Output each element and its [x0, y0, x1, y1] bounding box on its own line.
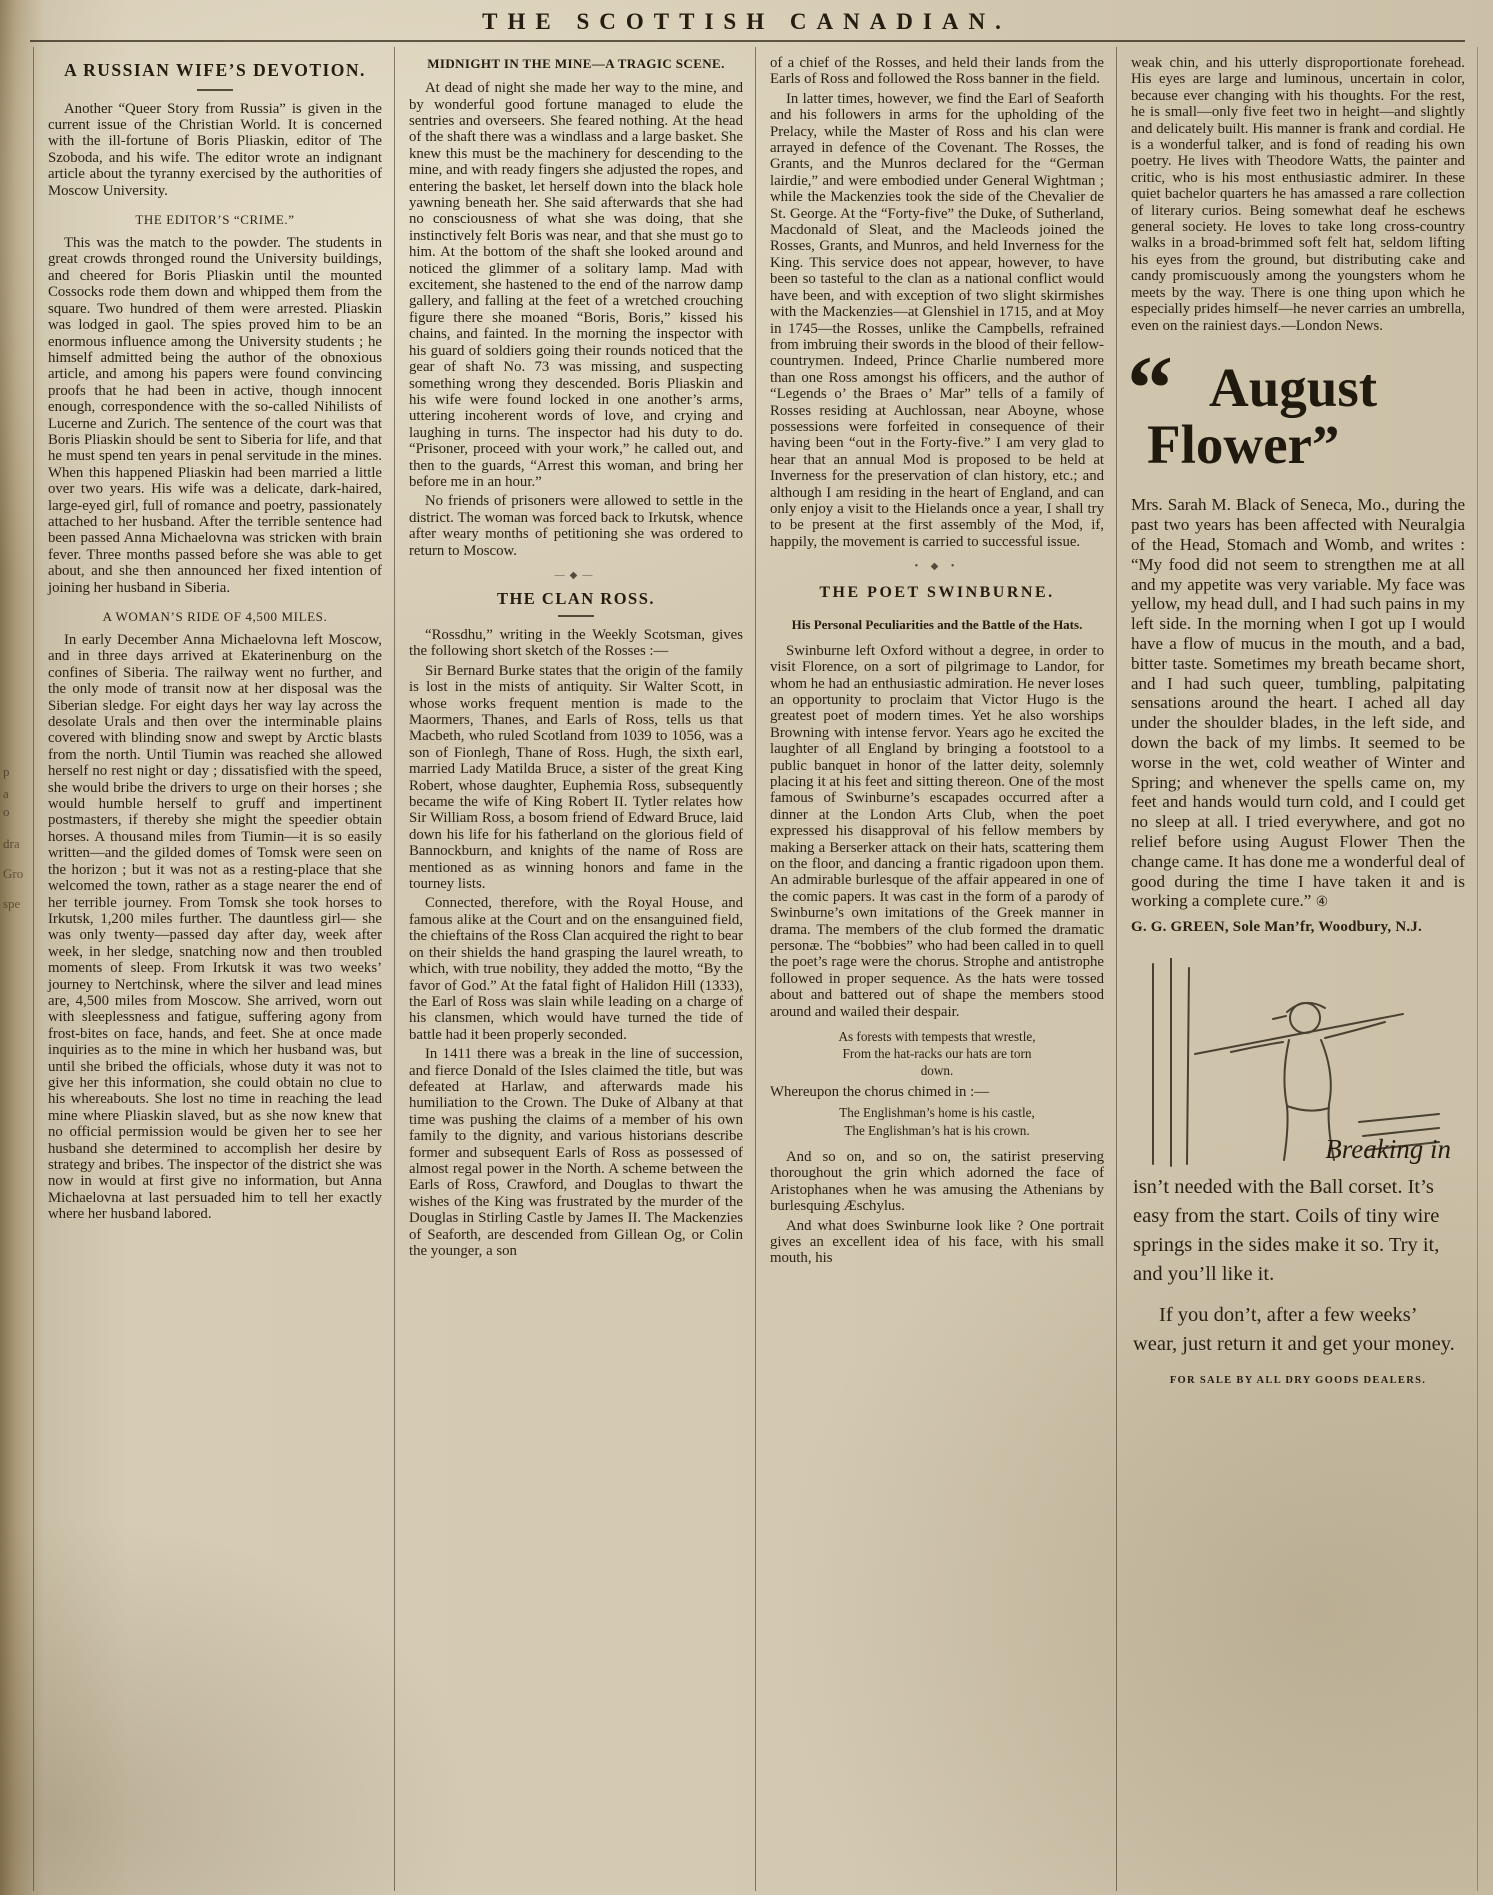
ad-copy: isn’t needed with the Ball corset. It’s easy from the start. Coils of tiny wire springs in the sides make it so. Try it, and you’ll like it. — [1133, 1176, 1440, 1286]
edge-fragment: Gro — [3, 866, 24, 881]
paragraph: At dead of night she made her way to the mine, and by wonderful good fortune managed to elude the sentries and overseers. She feared nothing. At the head of the shaft there was a windlass and a large basket. She knew this must be the machinery for descending to the mine, and with ready fingers she adjusted the ropes, and entering the basket, let herself down into the black hole yawning beneath her. She said afterwards that she had no consciousness of what she was doing, that she instinctively felt Boris was near, and that she must go to him. At the bottom of the shaft she looked around and noticed the glimmer of a solitary lamp. Mad with excitement, she hastened to the end of the narrow damp gallery, and falling at the feet of a wretched crouching figure there she moaned “Boris, Boris,” kissed his chains, and fainted. In the morning the inspector with his guard of soldiers going their rounds noticed that the gear of shaft No. 73 was missing, and suspecting something wrong they descended. Boris Pliaskin and his wife were found locked in one another’s arms, uttering incoherent words of love, and crying and laughing in turns. The inspector had his duty to do. “Prisoner, proceed with your work,” he called out, and then to the guards, “Arrest this woman, and bring her before me in an hour.” — [409, 80, 743, 490]
paragraph: Sir Bernard Burke states that the origin of the family is lost in the mists of antiquity. Sir Walter Scott, in whose works frequent mention is made to the Maormers, Thanes, and Earls of Ross, tells us that Macbeth, who ruled Scotland from 1039 to 1056, was a son of Fionlegh, Thane of Ross. Hugh, the sixth earl, married Lady Matilda Bruce, a sister of the great King Robert, whose daughter, Euphemia Ross, subsequently became the wife of King Robert II. Tytler relates how Sir William Ross, a bosom friend of Edward Bruce, laid down his life for his fatherland on the glorious field of Bannockburn, and knights of the name of Ross are mentioned as as winning honors and fame in the tourney lists. — [409, 662, 743, 893]
verse-line: The Englishman’s hat is his crown. — [844, 1123, 1030, 1139]
ball-corset-advertisement — [1131, 958, 1465, 1386]
masthead-rule — [30, 40, 1465, 42]
edge-fragment: o — [3, 804, 10, 819]
edge-fragment: p — [3, 764, 10, 779]
paragraph-continued: of a chief of the Rosses, and held their lands from the Earls of Ross and followed the Ross banner in the field. — [770, 55, 1104, 88]
verse-line: The Englishman’s home is his castle, — [839, 1104, 1035, 1120]
ad-testimonial-text: Mrs. Sarah M. Black of Seneca, Mo., during the past two years has been affected with Neuralgia of the Head, Stomach and Womb, and writes : “My food did not seem to strengthen me at all and my appetite was very variable. My face was yellow, my head dull, and I had such pains in my left side. In the morning when I got up I would have a flow of mucus in the mouth, and a bad, bitter taste. Sometimes my breath became short, and I had such queer, tumbling, palpitating sensations around the heart. I ached all day under the shoulder blades, in the left side, and down the back of my limbs. It seemed to be worse in the wet, cold weather of Winter and Spring; and whenever the spells came on, my feet and hands would turn cold, and I could get no sleep at all. I tried everywhere, and got no relief before using August Flower Then the change came. It has done me a wonderful deal of good during the time I have taken it and is working a complete cure.” — [1131, 495, 1465, 911]
article-title: MIDNIGHT IN THE MINE—A TRAGIC SCENE. — [427, 56, 725, 71]
masthead — [0, 0, 1493, 35]
paragraph: Whereupon the chorus chimed in :— — [770, 1083, 990, 1100]
article-poet-swinburne — [770, 584, 1104, 1267]
section-subhead: A WOMAN’S RIDE OF 4,500 MILES. — [102, 609, 328, 624]
paragraph: In early December Anna Michaelovna left Moscow, and in three days arrived at Ekaterinenburg on the confines of Siberia. The railway went no further, and the only mode of transit now at her disposal was the Siberian sledge. For eight days her way lay across the desolate Urals and then over the interminable plains covered with blinding snow and swept by Arctic blasts from the north. Until Tiumin was reached she allowed herself no rest night or day ; dissatisfied with the speed, she would bribe the drivers to urge on their horses ; she would humble herself to gruff and impertinent postmasters, if thereby she might the speedier obtain horses. A thousand miles from Tiumin—it is so easily written—and the gilded domes of Tomsk were seen on the horizon ; but it was not as a resting-place that she welcomed the town, rather as a stage nearer the end of her terrible journey. From Tomsk she took horses to Irkutsk, 1,200 miles further. The dauntless girl— she was only twenty—passed day after day, week after week, in her sledge, snatching now and then troubled moments of sleep. From Irkutsk it was two weeks’ journey to Nertchinsk, where the silver and lead mines are, 4,500 miles from Moscow. She arrived, worn out with sleeplessness and fatigue, suffering agony from frost-bites on face, hands, and feet. She at once made inquiries as to the mine in which her husband was, but until she bribed the officials, whose duty it was not to give her this information, she could obtain no clue to his whereabouts. She lost no time in reaching the lead mine where Pliaskin slaved, but as she now knew that no official permission would be given her to see her husband she determined to accomplish her desire by strategy and bribes. The inspector of the district she was now in would at first give no information, but Anna Michaelovna at last persuaded him to tell her exactly where her husband labored. — [48, 632, 382, 1223]
section-subhead: THE EDITOR’S “CRIME.” — [135, 212, 295, 228]
article-russian-wifes-devotion — [48, 59, 382, 1223]
article-midnight-in-the-mine — [409, 55, 743, 559]
column-1 — [34, 47, 394, 1891]
ad-footer: FOR SALE BY ALL DRY GOODS DEALERS. — [1169, 1375, 1427, 1387]
article-clan-ross — [409, 589, 743, 1259]
edge-fragment: dra — [3, 836, 20, 851]
paragraph: And what does Swinburne look like ? One portrait gives an excellent idea of his face, with his small mouth, his — [770, 1217, 1104, 1267]
paragraph-continued: weak chin, and his utterly disproportionate forehead. His eyes are large and luminous, uncertain in color, because ever changing with his thoughts. For the rest, he is small—only five feet two in height—and slightly and delicately built. His manner is frank and cordial. He is a wonderful talker, and is fond of reading his own poetry. He lives with Theodore Watts, the painter and critic, who is his most enthusiastic admirer. In these quiet bachelor quarters he has amassed a rare collection of literary curios. Being somewhat deaf he eschews general society. He loves to take long cross-country walks in a broad-brimmed soft felt hat, seldom lifting his eyes from the ground, but distributing cake and candy promiscuously among the youngsters whom he meets by the way. There is one thing upon which he especially prides himself—he never carries an umbrella, even on the rainiest days.—London News. — [1131, 55, 1465, 334]
article-title: THE POET SWINBURNE. — [819, 584, 1055, 602]
paragraph: “Rossdhu,” writing in the Weekly Scotsman, gives the following short sketch of the Rosses :— — [409, 626, 743, 660]
ad-testimonial — [1131, 495, 1465, 913]
august-flower-title — [1127, 336, 1465, 476]
verse-line: As forests with tempests that wrestle, — [838, 1029, 1036, 1045]
edge-fragment: a — [3, 786, 9, 801]
article-poet-swinburne-continued — [1131, 55, 1465, 334]
article-title: A RUSSIAN WIFE’S DEVOTION. — [64, 60, 366, 80]
section-ornament: • ◆ • — [914, 561, 960, 573]
newspaper-title: THE SCOTTISH CANADIAN. — [482, 9, 1011, 34]
ad-copy: If you don’t, after a few weeks’ wear, just return it and get your money. — [1133, 1304, 1455, 1356]
paragraph: No friends of prisoners were allowed to settle in the district. The woman was forced back to Irkutsk, whence after weary months of petitioning she was ordered to return to Moscow. — [409, 493, 743, 559]
ad-signature: G. G. GREEN, Sole Man’fr, Woodbury, N.J. — [1131, 919, 1422, 936]
column-2 — [394, 47, 755, 1891]
ad-caption: Breaking in — [1325, 1134, 1451, 1165]
edge-fragment: spe — [3, 896, 21, 911]
paragraph: Swinburne left Oxford without a degree, in order to visit Florence, on a sort of pilgrimage to Landor, for whom he had an enthusiastic admiration. He never loses an opportunity to proclaim that Victor Hugo is the greatest poet of modern times. Yet he also worships Browning with intense fervor. Years ago he excited the laughter of all England by bringing a footstool to a public banquet in honor of the latter deity, solemnly placing it at his feet and sitting thereon. One of the most famous of Swinburne’s escapades occurred after a dinner at the London Arts Club, when the poet expressed his disapproval of his fellow members by making a Berserker attack on their hats, scattering them on the floor, and dancing a frantic rigadoon upon them. An admirable burlesque of the affair appeared in one of the comic papers. It was cast in the form of a parody of Swinburne’s own imitations of the Greek manner in drama. The members of the club formed the dramatic personæ. The “bobbies” who had been called in to quell the poet’s rage were the chorus. Strophe and antistrophe followed in proper sequence. As the hats were tossed about and battered out of shape the members stood around and wailed their despair. — [770, 642, 1104, 1020]
verse-line: down. — [920, 1063, 954, 1079]
verse-block — [776, 1104, 1098, 1141]
title-rule — [197, 89, 233, 91]
paragraph: In latter times, however, we find the Earl of Seaforth and his followers in arms for the upholding of the Prelacy, while the Master of Ross and his clan were arrayed in defence of the Covenant. The Rosses, the Grants, and the Munros declared for the “German lairdie,” and were embodied under General Wightman ; while the Mackenzies took the side of the Chevalier de St. George. At the “Forty-five” the Duke, of Sutherland, Macdonald of Sleat, and the Macleods joined the Rosses, Grants, and Munros, and held Inverness for the King. This service does not appear, however, to have been so tasteful to the clan as a national conflict would have been, and with exception of two slight skirmishes with the Mackenzies—at Glenshiel in 1715, and at Moy in 1745—the Rosses, unlike the Campbells, refrained from imbruing their swords in the blood of their fellow-countrymen. Indeed, Prince Charlie numbered more than one Ross amongst his officers, and the author of “Legends o’ the Braes o’ Mar” tells of a family of Rosses residing at Auchlossan, near Aboyne, whose possessions were forfeited in consequence of their having been “out in the Forty-five.” I am very glad to hear that an annual Mod is proposed to be held at Inverness for the preservation of clan history, etc.; and although I am residing in the heart of England, and can only enjoy a visit to the Hielands once a year, I shall try to be present at the first assembly of the Mod, if, happily, the movement is carried to successful issue. — [770, 90, 1104, 550]
paragraph: In 1411 there was a break in the line of succession, and fierce Donald of the Isles claimed the title, but was defeated at Harlaw, and afterwards made his humiliation to the Crown. The Duke of Albany at that time was pushing the claims of a member of his own family to the dignity, and various historians describe former and subsequent Earls of Ross as possessed of almost regal power in the North. A scheme between the Earls of Ross, Crawford, and Douglas to thwart the wishes of the King was frustrated by the murder of the Douglas in Stirling Castle by James II. The Mackenzies of Seaforth, are descended from Gillean Og, or Colin the younger, a son — [409, 1046, 743, 1259]
column-4 — [1116, 47, 1477, 1891]
column-3 — [755, 47, 1116, 1891]
ad-title-line: Flower” — [1147, 413, 1340, 475]
article-title: THE CLAN ROSS. — [496, 588, 656, 608]
paragraph: This was the match to the powder. The students in great crowds thronged round the University buildings, and cheered for Boris Pliaskin until the mounted Cossocks rode them down and whipped them from the square. Two hundred of them were arrested. Pliaskin was lodged in gaol. The spies proved him to be an enormous influence among the University students ; he himself admitted being the author of the obnoxious article, and among his papers were found convincing proofs that he had been in active, though innocent enough, correspondence with the so-called Nihilists of Lucerne and Zurich. The sentence of the court was that Boris Pliaskin should be sent to Siberia for life, and that he must spend ten years in penal servitude in the mines. When this happened Pliaskin had been married a little over two years. His wife was a delicate, dark-haired, large-eyed girl, full of romance and poetry, passionately attached to her husband. After the terrible sentence had been passed Anna Michaelovna was stricken with brain fever. Three months passed before she was able to get about, and she then announced her fixed intention of joining her husband in Siberia. — [48, 235, 382, 596]
article-subtitle: His Personal Peculiarities and the Battle of the Hats. — [791, 617, 1083, 633]
title-rule — [558, 615, 594, 617]
verse-block — [776, 1028, 1098, 1079]
august-flower-advertisement — [1127, 336, 1465, 936]
article-clan-ross-continued — [770, 55, 1104, 550]
section-ornament: —◆— — [554, 569, 598, 581]
column-grid — [33, 47, 1478, 1891]
verse-line: From the hat-racks our hats are torn — [842, 1046, 1032, 1062]
ad-title-line: August — [1209, 356, 1378, 418]
paragraph: Another “Queer Story from Russia” is given in the current issue of the Christian World. It is concerned with the ill-fortune of Boris Pliaskin, editor of The Szoboda, and his wife. The editor wrote an indignant article about the tyranny exercised by the authorities of Moscow University. — [48, 100, 382, 199]
big-quote-mark: “ — [1127, 336, 1167, 439]
paragraph: And so on, and so on, the satirist preserving thoroughout the grin which adorned the face of Aristophanes when he was amusing the Athenians by burlesquing Æschylus. — [770, 1148, 1104, 1215]
paragraph: Connected, therefore, with the Royal House, and famous alike at the Court and on the ensanguined field, the chieftains of the Ross Clan acquired the right to bear on their shields the hand grasping the laurel wreath, to which, with true nobility, they added the motto, “By the favor of God.” At the fatal fight of Halidon Hill (1333), the Earl of Ross was slain while leading on a charge of his clansmen, which would have turned the tide of battle had it been properly seconded. — [409, 895, 743, 1043]
trademark-number: ④ — [1315, 895, 1329, 911]
